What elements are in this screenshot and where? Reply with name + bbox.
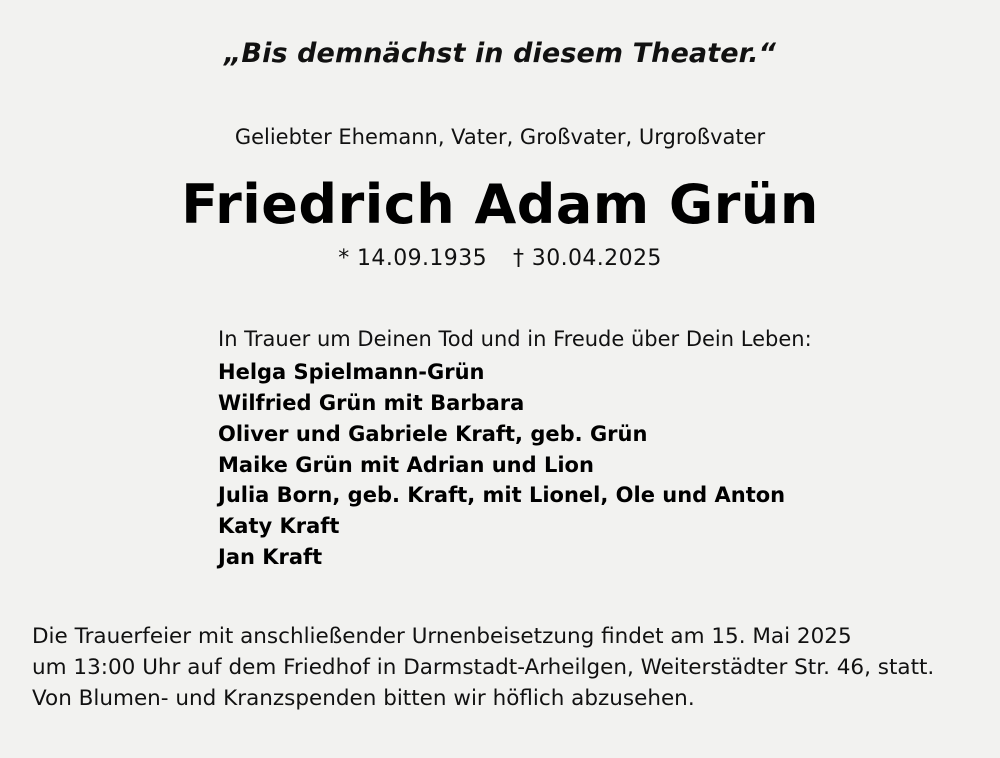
list-item: Oliver und Gabriele Kraft, geb. Grün (218, 421, 648, 446)
list-item: Wilfried Grün mit Barbara (218, 390, 525, 415)
ceremony-line: um 13:00 Uhr auf dem Friedhof in Darmstadt-Arheilgen, Weiterstädter Str. 46, statt. (32, 655, 935, 681)
death-date: † 30.04.2025 (513, 246, 662, 271)
list-item: Julia Born, geb. Kraft, mit Lionel, Ole und Anton (218, 483, 786, 508)
ceremony-line: Die Trauerfeier mit anschließender Urnenbeisetzung findet am 15. Mai 2025 (32, 624, 852, 650)
birth-date: * 14.09.1935 (338, 246, 487, 271)
epitaph-quote: „Bis demnächst in diesem Theater.“ (223, 38, 777, 69)
list-item: Jan Kraft (218, 545, 323, 570)
relation-line: Geliebter Ehemann, Vater, Großvater, Urgroßvater (234, 125, 766, 149)
ceremony-line: Von Blumen- und Kranzspenden bitten wir höflich abzusehen. (32, 686, 695, 712)
ceremony-details (0, 573, 1000, 715)
life-dates (0, 236, 1000, 271)
mourning-intro: In Trauer um Deinen Tod und in Freude über Dein Leben: (218, 327, 812, 351)
deceased-name: Friedrich Adam Grün (181, 173, 819, 236)
mourners-block (0, 271, 1000, 573)
list-item: Helga Spielmann-Grün (218, 360, 485, 384)
list-item: Maike Grün mit Adrian und Lion (218, 452, 594, 477)
list-item: Katy Kraft (218, 514, 340, 539)
